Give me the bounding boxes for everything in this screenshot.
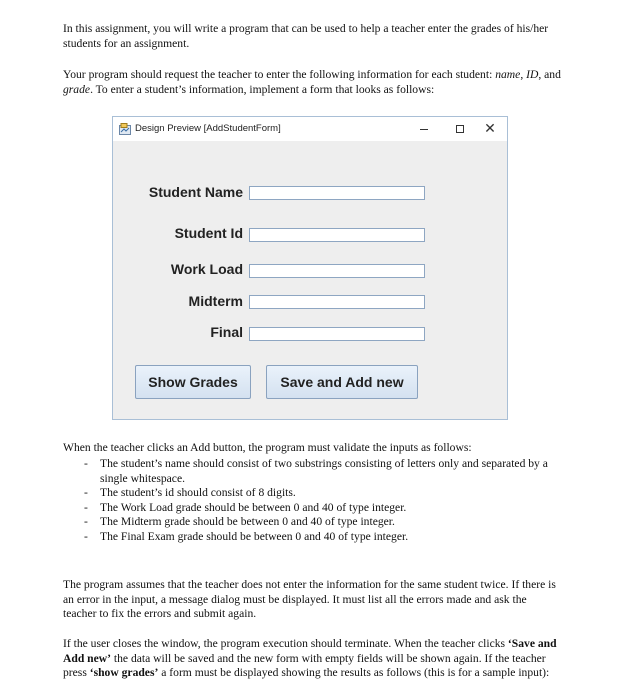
bullet-dash: - <box>84 500 88 514</box>
list-item <box>84 501 564 516</box>
closing-text-1: If the user closes the window, the program execution should terminate. When the teacher clicks <box>63 637 508 650</box>
closing-text-3: a form must be displayed showing the results as follows (this is for a sample input): <box>158 666 550 680</box>
validation-intro: When the teacher clicks an Add button, the program must validate the inputs as follows: <box>63 441 472 454</box>
bullet-dash: - <box>84 529 88 543</box>
request-emphasis-id: ID <box>526 68 539 81</box>
final-input[interactable] <box>249 327 425 341</box>
bullet-dash: - <box>84 457 88 470</box>
close-icon: ✕ <box>484 121 496 137</box>
request-emphasis-name: name <box>495 68 521 81</box>
maximize-icon <box>456 125 464 133</box>
rule-text: The student’s id should consist of 8 digits. <box>100 486 296 500</box>
bullet-dash: - <box>84 486 88 500</box>
student-id-input[interactable] <box>249 228 425 242</box>
window-titlebar <box>113 117 507 141</box>
app-icon <box>119 123 131 135</box>
rule-text: The Final Exam grade should be between 0 and 40 of type integer. <box>100 529 409 543</box>
work-load-label: Work Load <box>170 261 243 277</box>
midterm-label: Midterm <box>188 293 243 309</box>
show-grades-button[interactable]: Show Grades <box>135 365 251 399</box>
request-sep-2: , and <box>538 68 561 81</box>
assumption-paragraph: The program assumes that the teacher does not enter the information for the same student twice. If there is an error in the input, a message dialog must be displayed. It must list all the errors made and ask the teacher to fix the errors and submit again. <box>63 578 556 621</box>
student-name-label: Student Name <box>148 184 243 200</box>
bullet-dash: - <box>84 515 88 529</box>
student-name-input[interactable] <box>249 186 425 200</box>
validation-rules-list <box>84 457 564 545</box>
request-sep-1: , <box>520 68 527 81</box>
list-item <box>84 530 564 545</box>
add-student-form-window <box>112 116 508 420</box>
minimize-button[interactable] <box>411 119 437 139</box>
closing-text-2: the data will be saved and the new form with empty fields will be shown again. If the teacher press <box>63 651 546 680</box>
maximize-button[interactable] <box>447 119 473 139</box>
save-and-add-new-button[interactable]: Save and Add new <box>266 365 418 399</box>
closing-paragraph <box>63 637 561 681</box>
work-load-input[interactable] <box>249 264 425 278</box>
list-item <box>84 486 564 501</box>
list-item <box>84 515 564 530</box>
close-button[interactable] <box>477 119 503 139</box>
rule-text: The Midterm grade should be between 0 and 40 of type integer. <box>100 515 395 529</box>
rule-text: The student’s name should consist of two substrings consisting of letters only and separated by a single whitespace. <box>100 457 548 485</box>
minimize-icon <box>420 129 428 130</box>
student-id-label: Student Id <box>174 225 243 241</box>
request-text-1: Your program should request the teacher to enter the following information for each student: <box>63 68 496 81</box>
window-title: Design Preview [AddStudentForm] <box>135 123 281 134</box>
list-item <box>84 457 564 486</box>
rule-text: The Work Load grade should be between 0 and 40 of type integer. <box>100 500 407 514</box>
intro-paragraph: In this assignment, you will write a program that can be used to help a teacher enter the grades of his/her students for an assignment. <box>63 22 549 50</box>
final-label: Final <box>210 324 243 340</box>
request-paragraph <box>63 68 561 97</box>
request-text-2: . To enter a student’s information, implement a form that looks as follows: <box>90 82 435 96</box>
request-emphasis-grade: grade <box>63 82 91 96</box>
closing-bold-save: ‘Save and Add new’ <box>63 637 557 665</box>
closing-bold-show: ‘show grades’ <box>89 666 159 680</box>
midterm-input[interactable] <box>249 295 425 309</box>
